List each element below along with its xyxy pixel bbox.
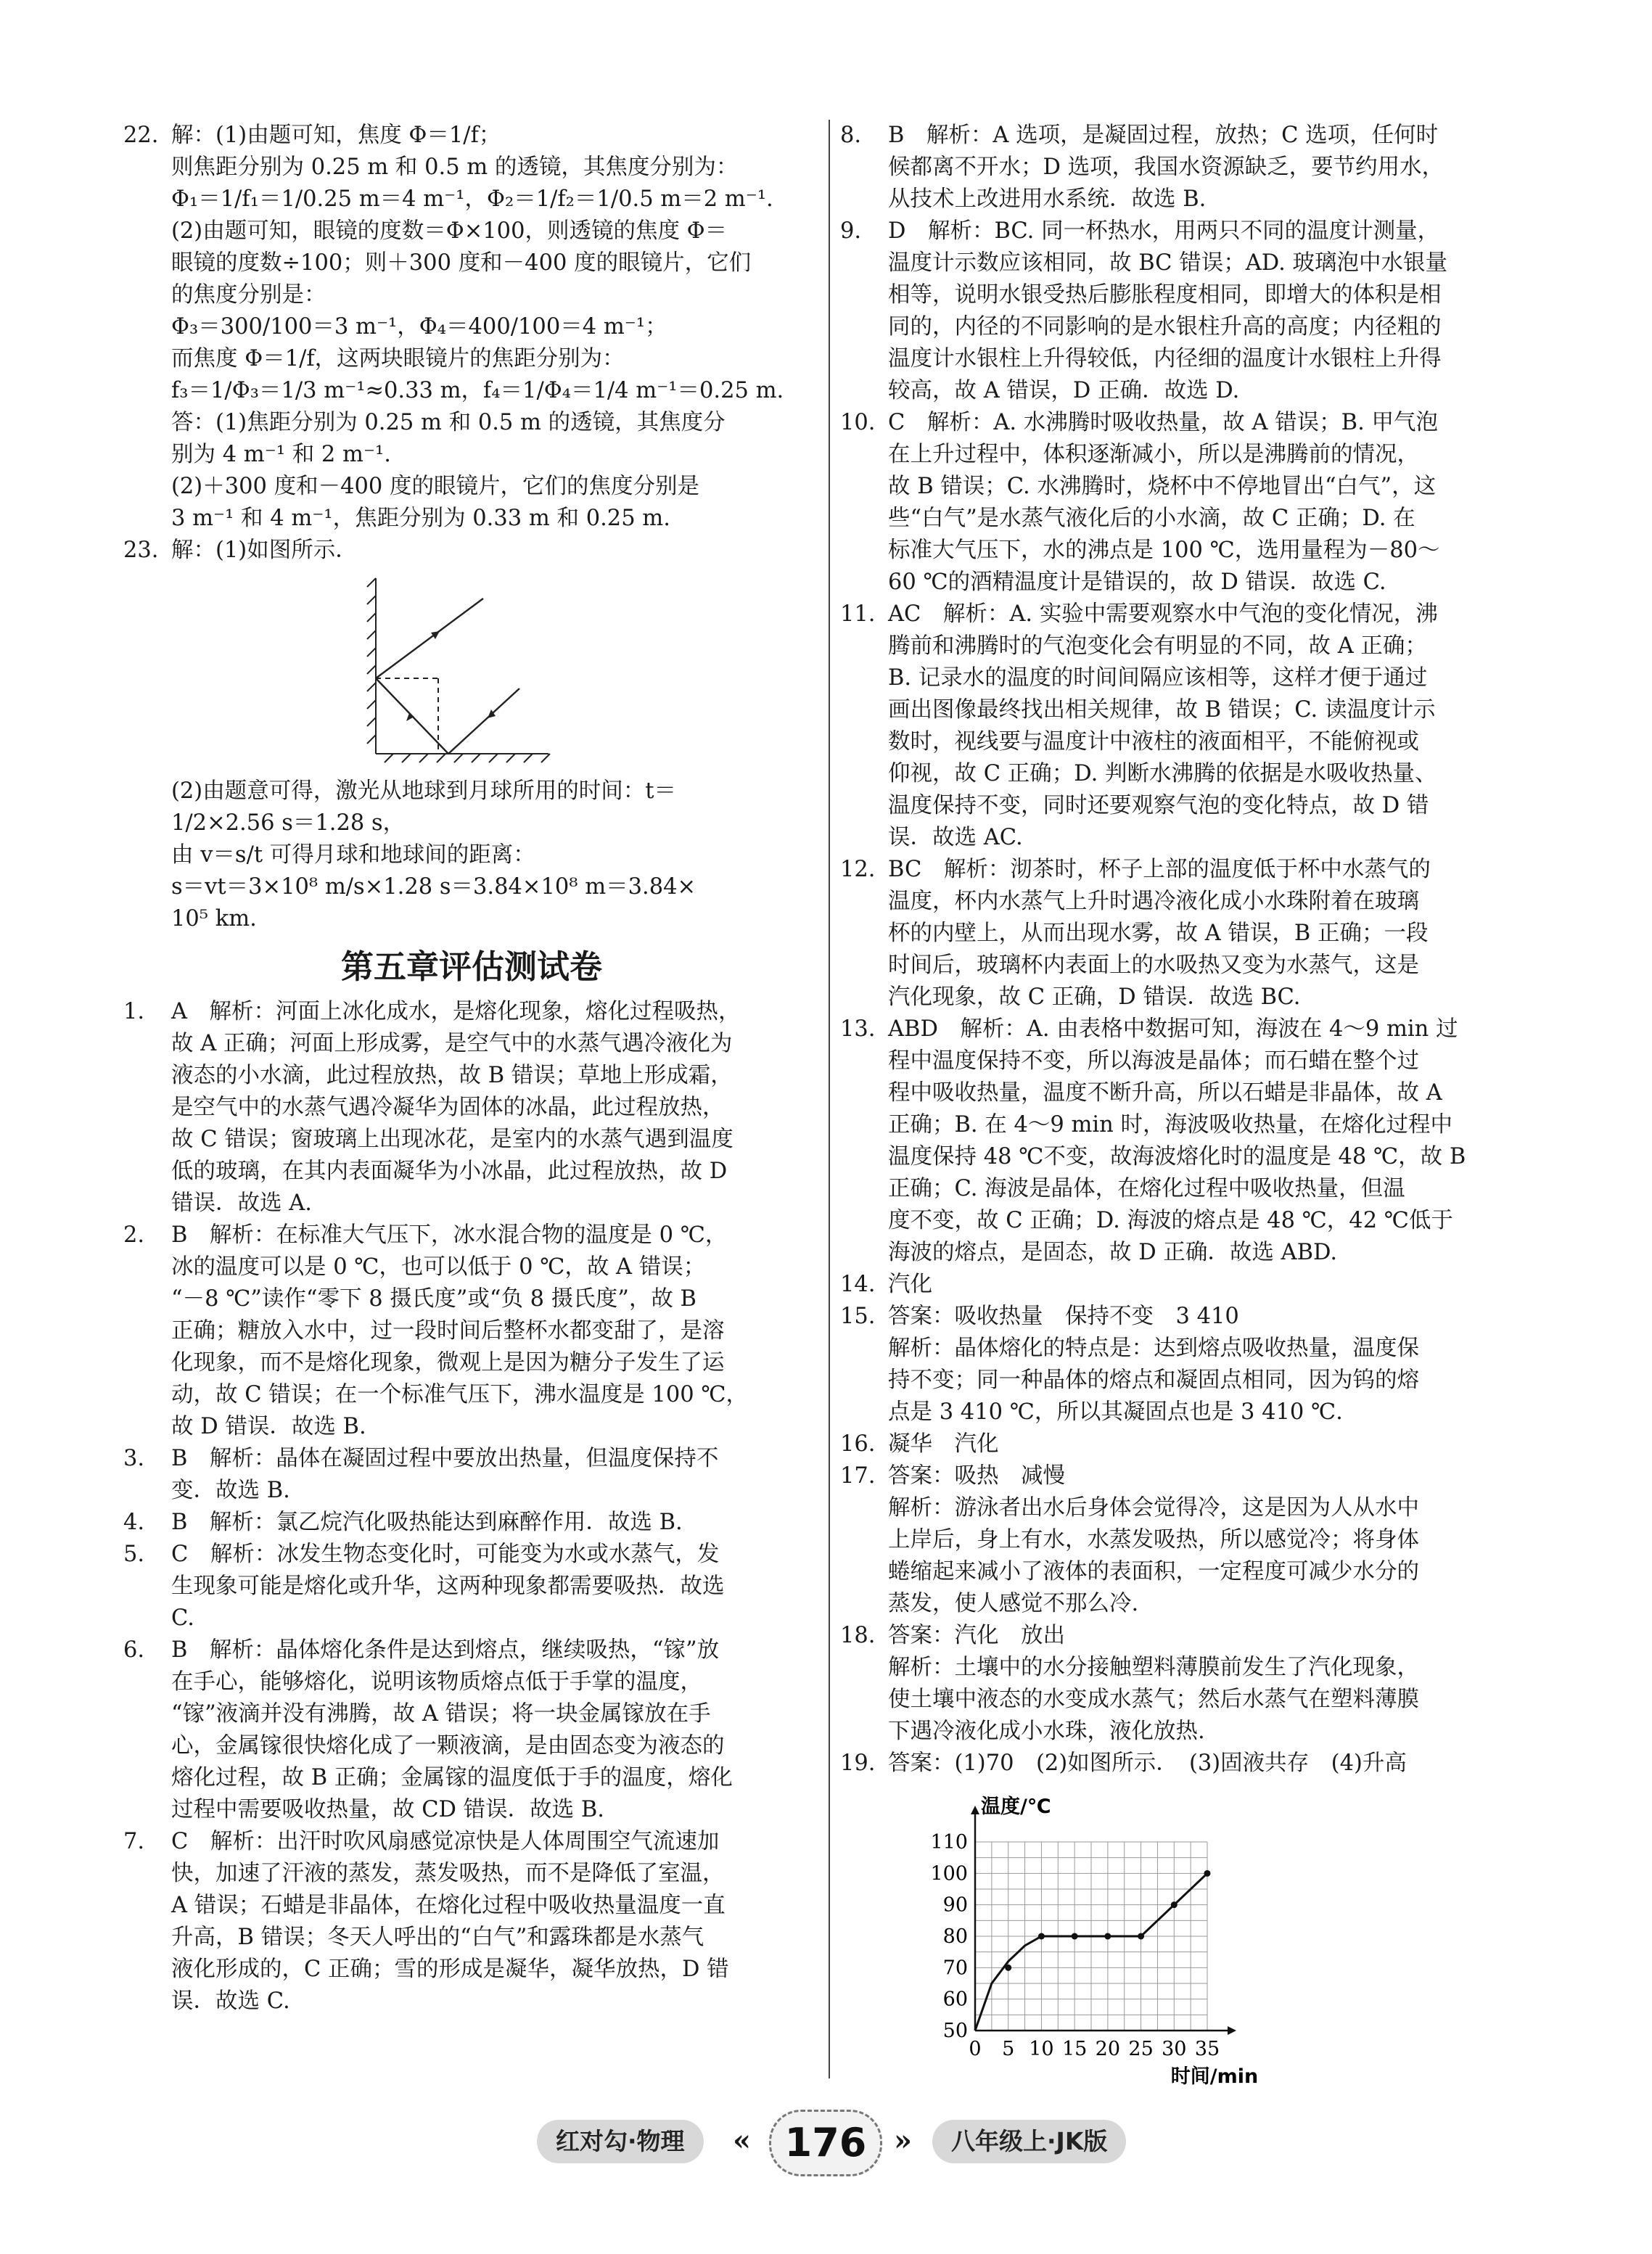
answer-line: 下遇冷液化成小水珠，液化放热. — [888, 1719, 1205, 1744]
x-tick-label: 10 — [1029, 2038, 1054, 2060]
mirror-reflection-figure — [171, 571, 820, 770]
answer-line: 正确；B. 在 4～9 min 时，海波吸收热量，在熔化过程中 — [888, 1112, 1453, 1138]
answer-line: 蜷缩起来减小了液体的表面积，一定程度可减少水分的 — [888, 1559, 1419, 1584]
data-point — [1005, 1965, 1011, 1971]
answer-item — [123, 996, 820, 1219]
answer-line: 画出图像最终找出相关规律，故 B 错误；C. 读温度计示 — [888, 697, 1436, 723]
answer-line: 故 D 错误．故选 B. — [171, 1414, 366, 1439]
x-axis-arrow — [1228, 2026, 1236, 2035]
answer-item — [840, 120, 1537, 215]
answer-line: 在上升过程中，体积逐渐减小，所以是沸腾前的情况， — [888, 442, 1419, 467]
answer-line: 液态的小水滴，此过程放热，故 B 错误；草地上形成霜， — [171, 1063, 733, 1088]
answer-line: 仰视，故 C 正确；D. 判断水沸腾的依据是水吸收热量、 — [888, 761, 1437, 786]
answer-number: 4. — [123, 1510, 145, 1535]
answer-line: 升高，B 错误；冬天人呼出的“白气”和露珠都是水蒸气 — [171, 1925, 704, 1950]
answer-number: 12. — [840, 857, 876, 882]
answer-line: B 解析：晶体熔化条件是达到熔点，继续吸热，“镓”放 — [171, 1637, 720, 1663]
answer-line: 温度，杯内水蒸气上升时遇冷液化成小水珠附着在玻璃 — [888, 889, 1419, 914]
answer-number: 9. — [840, 218, 862, 244]
answer-line: 相等，说明水银受热后膨胀程度相同，即增大的体积是相 — [888, 282, 1442, 308]
answer-line: 正确；C. 海波是晶体，在熔化过程中吸收热量，但温 — [888, 1176, 1405, 1201]
y-tick-label: 100 — [930, 1862, 968, 1885]
answer-number: 14. — [840, 1272, 876, 1297]
answer-line: 快，加速了汗液的蒸发，蒸发吸热，而不是降低了室温， — [171, 1861, 725, 1886]
answer-line: 答案：汽化 放出 — [888, 1623, 1065, 1648]
y-tick-label: 80 — [942, 1925, 968, 1948]
answer-number: 16. — [840, 1431, 876, 1457]
answer-line: 温度计水银柱上升得较低，内径细的温度计水银柱上升得 — [888, 346, 1442, 371]
q23-line: s＝vt＝3×10⁸ m/s×1.28 s＝3.84×10⁸ m＝3.84× — [171, 874, 696, 900]
x-tick-label: 15 — [1061, 2038, 1088, 2060]
answer-line: B 解析：在标准大气压下，冰水混合物的温度是 0 ℃， — [171, 1222, 728, 1248]
answer-number: 8. — [840, 123, 862, 148]
answer-line: 候都离不开水；D 选项，我国水资源缺乏，要节约用水， — [888, 155, 1445, 180]
temperature-time-chart — [888, 1784, 1294, 2088]
answer-line: A 解析：河面上冰化成水，是熔化现象，熔化过程吸热， — [171, 999, 741, 1024]
answer-item — [123, 1634, 820, 1826]
answer-line: C 解析：出汗时吹风扇感觉凉快是人体周围空气流速加 — [171, 1829, 720, 1854]
answer-line: 温度计示数应该相同，故 BC 错误；AD. 玻璃泡中水银量 — [888, 250, 1447, 276]
answer-line: 使土壤中液态的水变成水蒸气；然后水蒸气在塑料薄膜 — [888, 1687, 1419, 1712]
data-point — [1104, 1933, 1111, 1940]
q22-line: 而焦度 Φ＝1/f，这两块眼镜片的焦距分别为： — [171, 346, 625, 371]
answer-item — [840, 854, 1537, 1013]
y-tick-label: 60 — [942, 1988, 968, 2011]
answer-line: 上岸后，身上有水，水蒸发吸热，所以感觉冷；将身体 — [888, 1527, 1419, 1552]
y-axis-title: 温度/℃ — [981, 1796, 1051, 1818]
data-point — [1171, 1901, 1178, 1908]
page-footer — [0, 2104, 1652, 2184]
answer-line: BC 解析：沏茶时，杯子上部的温度低于杯中水蒸气的 — [888, 857, 1431, 882]
answer-line: 从技术上改进用水系统．故选 B. — [888, 186, 1207, 212]
answer-line: 海波的熔点，是固态，故 D 正确．故选 ABD. — [888, 1240, 1338, 1265]
q22-line: 的焦度分别是： — [171, 282, 326, 308]
data-point — [1072, 1933, 1078, 1940]
y-tick-label: 90 — [942, 1893, 968, 1917]
page-number: 176 — [769, 2110, 882, 2176]
answer-item — [840, 599, 1537, 854]
q22-line: (2)＋300 度和－400 度的眼镜片，它们的焦度分别是 — [171, 474, 700, 499]
answer-line: 冰的温度可以是 0 ℃，也可以低于 0 ℃，故 A 错误； — [171, 1254, 706, 1280]
temperature-chart — [840, 1784, 1537, 2088]
answer-line: “镓”液滴并没有沸腾，故 A 错误；将一块金属镓放在手 — [171, 1701, 711, 1727]
answer-line: B 解析：A 选项，是凝固过程，放热；C 选项，任何时 — [888, 123, 1439, 148]
answer-item — [123, 1826, 820, 2018]
answer-line: 答案：吸热 减慢 — [888, 1463, 1065, 1489]
question-22 — [123, 120, 820, 535]
column-divider — [829, 120, 830, 2078]
answer-item — [123, 1539, 820, 1634]
answer-line: A 错误；石蜡是非晶体，在熔化过程中吸收热量温度一直 — [171, 1893, 726, 1918]
answer-line: “－8 ℃”读作“零下 8 摄氏度”或“负 8 摄氏度”，故 B — [171, 1286, 696, 1312]
q23-line: 10⁵ km. — [171, 906, 257, 931]
answer-number: 5. — [123, 1542, 145, 1567]
x-tick-label: 0 — [969, 2038, 982, 2060]
answer-item — [840, 1620, 1537, 1748]
question-number: 23. — [123, 538, 159, 563]
answer-item — [123, 1507, 820, 1539]
answer-line: 同的，内径的不同影响的是水银柱升高的高度；内径粗的 — [888, 314, 1442, 340]
answer-number: 7. — [123, 1829, 145, 1854]
q22-line: 眼镜的度数÷100；则＋300 度和－400 度的眼镜片，它们 — [171, 250, 752, 276]
answer-line: 点是 3 410 ℃，所以其凝固点也是 3 410 ℃. — [888, 1399, 1343, 1425]
answer-line: 程中吸收热量，温度不断升高，所以石蜡是非晶体，故 A — [888, 1080, 1442, 1106]
answer-line: 在手心，能够熔化，说明该物质熔点低于手掌的温度， — [171, 1669, 702, 1695]
answer-item — [840, 1748, 1537, 1780]
answer-number: 13. — [840, 1016, 876, 1042]
answer-item — [840, 1428, 1537, 1460]
q22-line: 解：(1)由题可知，焦度 Φ＝1/f； — [171, 123, 501, 148]
answer-line: 熔化过程，故 B 正确；金属镓的温度低于手的温度，熔化 — [171, 1765, 733, 1790]
q22-line: f₃＝1/Φ₃＝1/3 m⁻¹≈0.33 m，f₄＝1/Φ₄＝1/4 m⁻¹＝0.25 m. — [171, 378, 784, 403]
q23-line: 由 v＝s/t 可得月球和地球间的距离： — [171, 842, 535, 868]
answer-number: 10. — [840, 410, 876, 435]
x-tick-label: 25 — [1128, 2038, 1154, 2060]
answer-line: 错误．故选 A. — [171, 1190, 312, 1216]
y-tick-label: 110 — [930, 1831, 968, 1854]
q23-line: (2)由题意可得，激光从地球到月球所用的时间：t＝ — [171, 778, 676, 804]
question-number: 22. — [123, 123, 159, 148]
answer-number: 3. — [123, 1446, 145, 1471]
data-point — [1204, 1870, 1211, 1877]
answer-number: 19. — [840, 1751, 876, 1776]
answer-line: 动，故 C 错误；在一个标准气压下，沸水温度是 100 ℃， — [171, 1382, 748, 1407]
answer-item — [840, 1460, 1537, 1620]
answer-line: 变．故选 B. — [171, 1478, 290, 1503]
answer-line: 杯的内壁上，从而出现水雾，故 A 错误，B 正确；一段 — [888, 921, 1429, 946]
answer-line: 时间后，玻璃杯内表面上的水吸热又变为水蒸气，这是 — [888, 953, 1419, 978]
right-column — [840, 120, 1537, 2088]
answer-line: 标准大气压下，水的沸点是 100 ℃，选用量程为－80～ — [888, 538, 1440, 563]
x-tick-label: 20 — [1095, 2038, 1121, 2060]
answer-line: 解析：土壤中的水分接触塑料薄膜前发生了汽化现象， — [888, 1655, 1419, 1680]
answer-line: 温度保持 48 ℃不变，故海波熔化时的温度是 48 ℃，故 B — [888, 1144, 1466, 1169]
answer-line: 汽化 — [888, 1272, 932, 1297]
answer-line: 过程中需要吸收热量，故 CD 错误．故选 B. — [171, 1797, 604, 1822]
answer-line: 蒸发，使人感觉不那么冷. — [888, 1591, 1139, 1616]
chapter-heading: 第五章评估测试卷 — [340, 947, 602, 986]
answer-line: 故 C 错误；窗玻璃上出现冰花，是室内的水蒸气遇到温度 — [171, 1127, 733, 1152]
answer-item — [123, 1443, 820, 1507]
reflection-diagram — [171, 571, 578, 767]
answer-number: 1. — [123, 999, 145, 1024]
y-tick-label: 50 — [942, 2020, 968, 2042]
answer-item — [840, 1301, 1537, 1428]
answer-line: 解析：晶体熔化的特点是：达到熔点吸收热量，温度保 — [888, 1336, 1419, 1361]
answer-line: B 解析：氯乙烷汽化吸热能达到麻醉作用．故选 B. — [171, 1510, 683, 1535]
q22-line: 3 m⁻¹ 和 4 m⁻¹，焦距分别为 0.33 m 和 0.25 m. — [171, 506, 670, 531]
answer-number: 2. — [123, 1222, 145, 1248]
answer-line: D 解析：BC. 同一杯热水，用两只不同的温度计测量， — [888, 218, 1440, 244]
answer-line: AC 解析：A. 实验中需要观察水中气泡的变化情况，沸 — [888, 601, 1438, 627]
q22-line: 则焦距分别为 0.25 m 和 0.5 m 的透镜，其焦度分别为： — [171, 155, 739, 180]
footer-grade-edition: 八年级上·JK版 — [932, 2120, 1126, 2163]
answer-line: 误．故选 AC. — [888, 825, 1023, 850]
answer-line: B. 记录水的温度的时间间隔应该相等，这样才便于通过 — [888, 665, 1428, 691]
x-tick-label: 5 — [1002, 2038, 1015, 2060]
answer-line: 正确；糖放入水中，过一段时间后整杯水都变甜了，是溶 — [171, 1318, 725, 1344]
right-answers — [840, 120, 1537, 1780]
answer-line: 腾前和沸腾时的气泡变化会有明显的不同，故 A 正确； — [888, 633, 1427, 659]
answer-item — [840, 1013, 1537, 1269]
footer-angle-right: » — [894, 2123, 912, 2158]
y-axis-arrow — [971, 1806, 979, 1814]
answer-line: 液化形成的，C 正确；雪的形成是凝华，凝华放热，D 错 — [171, 1957, 729, 1982]
answer-line: 度不变，故 C 正确；D. 海波的熔点是 48 ℃，42 ℃低于 — [888, 1208, 1453, 1233]
q22-line: Φ₁＝1/f₁＝1/0.25 m＝4 m⁻¹，Φ₂＝1/f₂＝1/0.5 m＝2 m⁻¹. — [171, 186, 773, 212]
q23-line: 1/2×2.56 s＝1.28 s， — [171, 810, 406, 836]
answer-line: 误．故选 C. — [171, 1988, 290, 2014]
answer-line: C 解析：冰发生物态变化时，可能变为水或水蒸气，发 — [171, 1542, 720, 1567]
q22-line: 答：(1)焦距分别为 0.25 m 和 0.5 m 的透镜，其焦度分 — [171, 410, 726, 435]
answer-line: B 解析：晶体在凝固过程中要放出热量，但温度保持不 — [171, 1446, 719, 1471]
answer-line: 生现象可能是熔化或升华，这两种现象都需要吸热．故选 — [171, 1574, 725, 1599]
answer-line: 程中温度保持不变，所以海波是晶体；而石蜡在整个过 — [888, 1048, 1419, 1074]
q23-line: 解：(1)如图所示． — [171, 538, 358, 563]
y-tick-label: 70 — [942, 1957, 968, 1980]
answer-number: 11. — [840, 601, 876, 627]
left-answers — [123, 996, 820, 2018]
answer-number: 18. — [840, 1623, 876, 1648]
answer-line: ABD 解析：A. 由表格中数据可知，海波在 4～9 min 过 — [888, 1016, 1458, 1042]
answer-number: 17. — [840, 1463, 876, 1489]
footer-book-title: 红对勾·物理 — [537, 2120, 704, 2163]
answer-item — [123, 1219, 820, 1443]
question-23 — [123, 535, 820, 935]
answer-line: 较高，故 A 错误，D 正确．故选 D. — [888, 378, 1240, 403]
answer-line: 心，金属镓很快熔化成了一颗液滴，是由固态变为液态的 — [171, 1733, 725, 1759]
answer-line: 化现象，而不是熔化现象，微观上是因为糖分子发生了运 — [171, 1350, 725, 1375]
answer-line: 温度保持不变，同时还要观察气泡的变化特点，故 D 错 — [888, 793, 1429, 818]
left-column — [123, 120, 820, 2018]
answer-line: 数时，视线要与温度计中液柱的液面相平，不能俯视或 — [888, 729, 1419, 754]
answer-item — [840, 215, 1537, 407]
answer-line: C. — [171, 1605, 194, 1631]
answer-line: 些“白气”是水蒸气液化后的小水滴，故 C 正确；D. 在 — [888, 506, 1415, 531]
x-axis-title: 时间/min — [1170, 2065, 1259, 2088]
answer-item — [840, 407, 1537, 599]
q22-line: (2)由题可知，眼镜的度数＝Φ×100，则透镜的焦度 Φ＝ — [171, 218, 728, 244]
answer-line: 是空气中的水蒸气遇冷凝华为固体的冰晶，此过程放热， — [171, 1095, 725, 1120]
answer-line: 故 B 错误；C. 水沸腾时，烧杯中不停地冒出“白气”，这 — [888, 474, 1437, 499]
answer-number: 6. — [123, 1637, 145, 1663]
answer-line: 解析：游泳者出水后身体会觉得冷，这是因为人从水中 — [888, 1495, 1419, 1521]
answer-line: 汽化现象，故 C 正确，D 错误．故选 BC. — [888, 984, 1301, 1010]
x-tick-label: 35 — [1194, 2038, 1220, 2060]
answer-line: 答案：吸收热量 保持不变 3 410 — [888, 1304, 1239, 1329]
answer-line: 低的玻璃，在其内表面凝华为小冰晶，此过程放热，故 D — [171, 1159, 728, 1184]
x-tick-label: 30 — [1162, 2038, 1187, 2060]
answer-line: 持不变；同一种晶体的熔点和凝固点相同，因为钨的熔 — [888, 1367, 1419, 1393]
answer-line: 60 ℃的酒精温度计是错误的，故 D 错误．故选 C. — [888, 569, 1386, 595]
answer-line: 故 A 正确；河面上形成雾，是空气中的水蒸气遇冷液化为 — [171, 1031, 733, 1056]
footer-angle-left: « — [733, 2123, 751, 2158]
answer-item — [840, 1269, 1537, 1301]
answer-number: 15. — [840, 1304, 876, 1329]
answer-line: 凝华 汽化 — [888, 1431, 999, 1457]
q22-line: 别为 4 m⁻¹ 和 2 m⁻¹. — [171, 442, 391, 467]
answer-line: C 解析：A. 水沸腾时吸收热量，故 A 错误；B. 甲气泡 — [888, 410, 1438, 435]
data-point — [1138, 1933, 1144, 1940]
q22-line: Φ₃＝300/100＝3 m⁻¹，Φ₄＝400/100＝4 m⁻¹； — [171, 314, 667, 340]
answer-line: 答案：(1)70 (2)如图所示． (3)固液共存 (4)升高 — [888, 1751, 1407, 1776]
data-point — [1038, 1933, 1045, 1940]
